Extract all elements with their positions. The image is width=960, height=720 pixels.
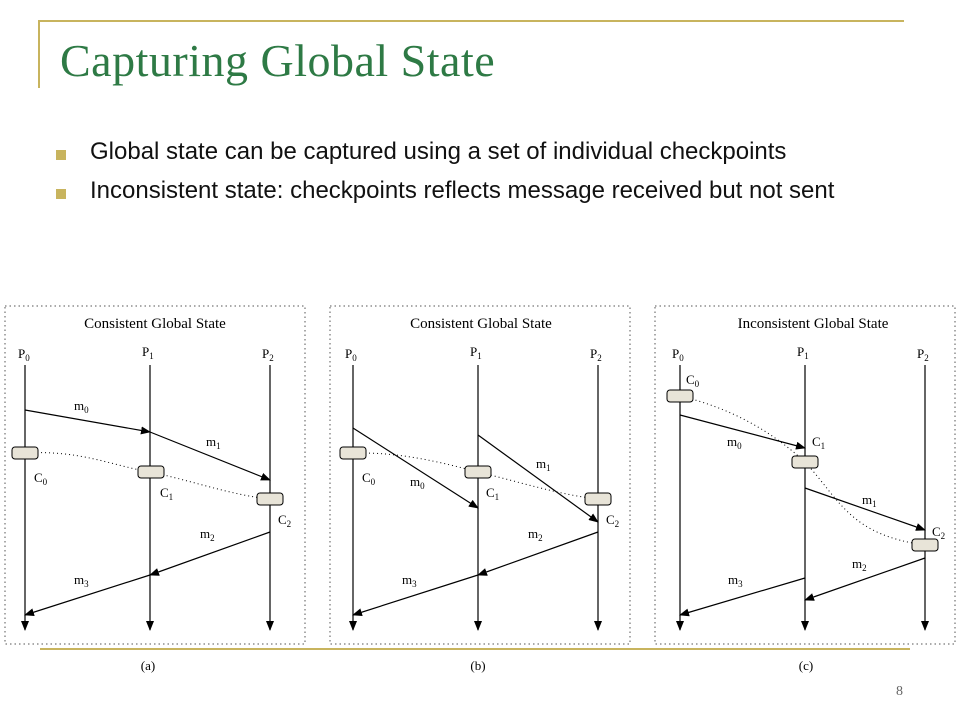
checkpoint-label: $C_2$ [606, 512, 620, 529]
process-label: $P_0$ [672, 346, 684, 363]
checkpoint [138, 466, 164, 478]
panel-b [330, 306, 630, 673]
panel-a [5, 306, 305, 673]
process-label: $P_0$ [18, 346, 30, 363]
checkpoint-label: $C_1$ [812, 434, 826, 451]
panel-heading: Consistent Global State [84, 316, 226, 332]
panel-c [655, 306, 955, 673]
checkpoint [257, 493, 283, 505]
process-label: $P_1$ [797, 344, 809, 361]
checkpoint [465, 466, 491, 478]
checkpoint-label: $C_1$ [486, 485, 500, 502]
message-label: $m_1$ [536, 456, 551, 473]
message-label: $m_0$ [74, 398, 89, 415]
checkpoint-label: $C_0$ [34, 470, 48, 487]
title-frame-horizontal [38, 20, 904, 22]
message-arrow [478, 435, 598, 522]
message-label: $m_3$ [402, 572, 417, 589]
process-label: $P_2$ [917, 346, 929, 363]
message-label: $m_1$ [206, 434, 221, 451]
process-label: $P_1$ [142, 344, 154, 361]
message-label: $m_0$ [410, 474, 425, 491]
slide-title: Capturing Global State [60, 35, 496, 86]
checkpoint-diagram [0, 300, 960, 680]
checkpoint [12, 447, 38, 459]
message-label: $m_2$ [852, 556, 867, 573]
message-arrow [680, 415, 805, 448]
message-label: $m_3$ [728, 572, 743, 589]
message-arrow [353, 428, 478, 508]
process-label: $P_0$ [345, 346, 357, 363]
checkpoint [667, 390, 693, 402]
checkpoint [340, 447, 366, 459]
panel-caption: (a) [140, 658, 156, 673]
panel-heading: Inconsistent Global State [737, 316, 889, 332]
checkpoint-label: $C_0$ [362, 470, 376, 487]
message-label: $m_0$ [727, 434, 742, 451]
checkpoint-label: $C_1$ [160, 485, 174, 502]
process-label: $P_2$ [590, 346, 602, 363]
message-label: $m_2$ [200, 526, 215, 543]
panel-heading: Consistent Global State [410, 316, 552, 332]
footer-rule [40, 648, 910, 650]
title-frame-vertical [38, 20, 40, 88]
checkpoint-label: $C_2$ [278, 512, 292, 529]
bullet-item: Global state can be captured using a set of individual checkpoints [56, 136, 916, 167]
bullet-item: Inconsistent state: checkpoints reflects message received but not sent [56, 175, 916, 206]
cut-line [680, 396, 925, 545]
message-label: $m_1$ [862, 492, 877, 509]
message-label: $m_2$ [528, 526, 543, 543]
checkpoint [585, 493, 611, 505]
panel-caption: (c) [798, 658, 814, 673]
process-label: $P_1$ [470, 344, 482, 361]
message-label: $m_3$ [74, 572, 89, 589]
checkpoint [912, 539, 938, 551]
checkpoint-label: $C_0$ [686, 372, 700, 389]
process-label: $P_2$ [262, 346, 274, 363]
checkpoint-label: $C_2$ [932, 524, 946, 541]
panel-caption: (b) [470, 658, 486, 673]
checkpoint [792, 456, 818, 468]
page-number: 8 [896, 684, 903, 699]
bullet-list [56, 136, 916, 214]
